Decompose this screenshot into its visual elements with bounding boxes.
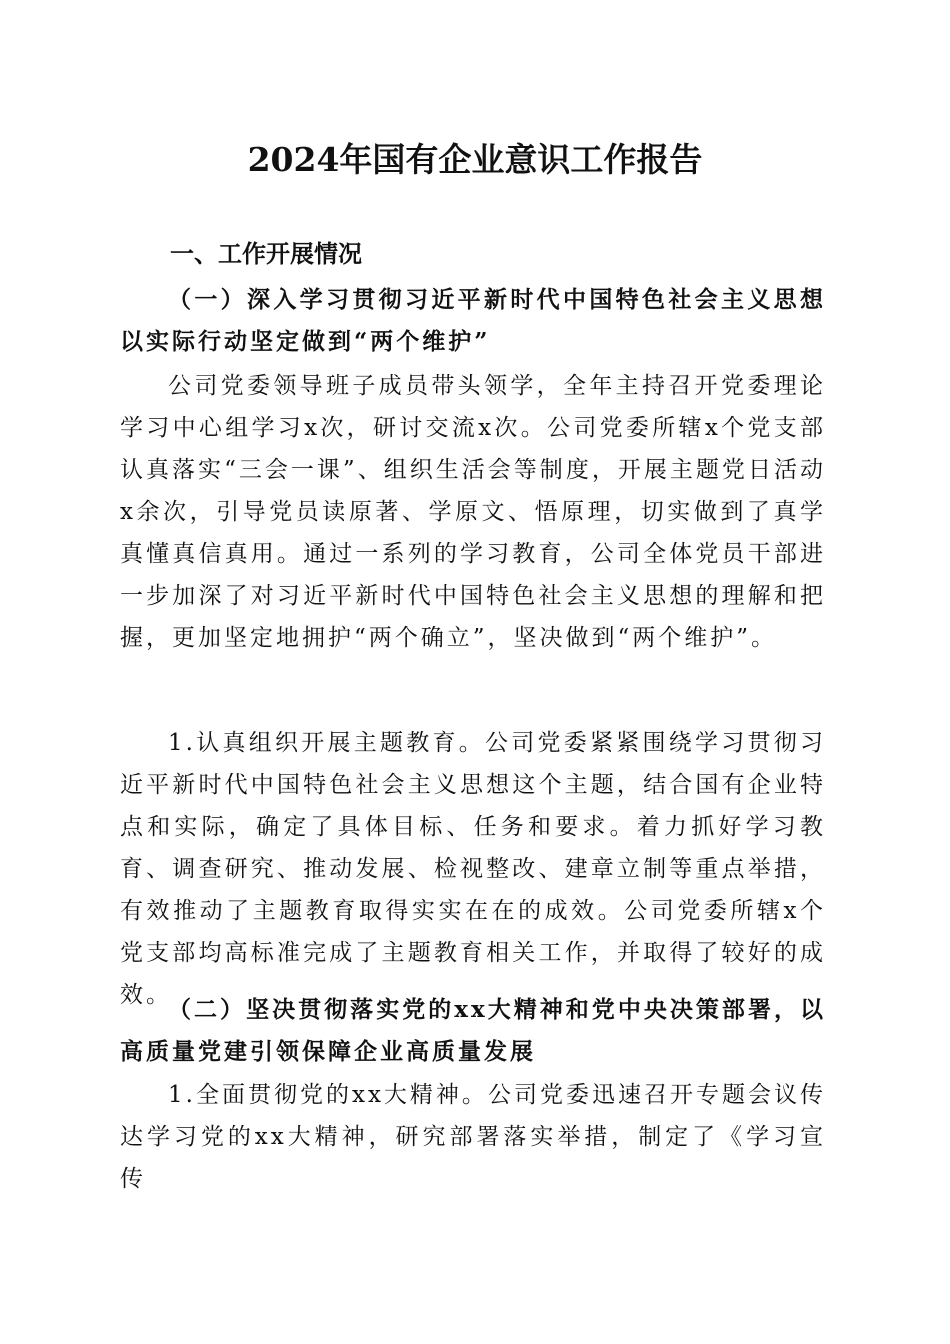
- body-paragraph: 1.认真组织开展主题教育。公司党委紧紧围绕学习贯彻习近平新时代中国特色社会主义思想这个主题，结合国有企业特点和实际，确定了具体目标、任务和要求。着力抓好学习教育、调查研究、推动发展、检视整改、建章立制等重点举措，有效推动了主题教育取得实实在在的成效。公司党委所辖x个党支部均高标准完成了主题教育相关工作，并取得了较好的成效。: [120, 730, 826, 1008]
- section-heading-work-status: 一、工作开展情况: [170, 240, 362, 268]
- subsection-heading-two: （二）坚决贯彻落实党的xx大精神和党中央决策部署，以高质量党建引领保障企业高质量发展: [120, 996, 826, 1065]
- body-paragraph: 1.全面贯彻党的xx大精神。公司党委迅速召开专题会议传达学习党的xx大精神，研究部署落实举措，制定了《学习宣传: [120, 1082, 826, 1192]
- document-title: 2024年国有企业意识工作报告: [247, 140, 703, 179]
- body-paragraph: 公司党委领导班子成员带头领学，全年主持召开党委理论学习中心组学习x次，研讨交流x次。公司党委所辖x个党支部认真落实“三会一课”、组织生活会等制度，开展主题党日活动x余次，引导党员读原著、学原文、悟原理，切实做到了真学真懂真信真用。通过一系列的学习教育，公司全体党员干部进一步加深了对习近平新时代中国特色社会主义思想的理解和把握，更加坚定地拥护“两个确立”，坚决做到“两个维护”。: [120, 373, 826, 651]
- subsection-heading-one: （一）深入学习贯彻习近平新时代中国特色社会主义思想以实际行动坚定做到“两个维护”: [120, 286, 826, 355]
